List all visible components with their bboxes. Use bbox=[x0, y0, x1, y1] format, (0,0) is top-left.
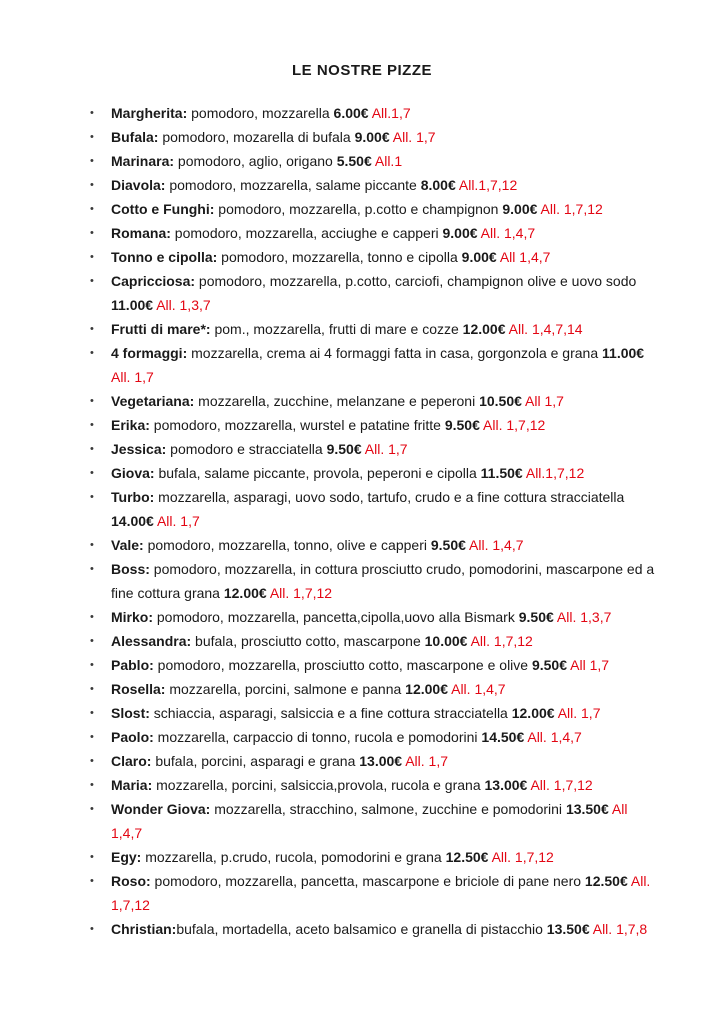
pizza-name: Wonder Giova: bbox=[111, 801, 211, 817]
pizza-name: Claro: bbox=[111, 753, 152, 769]
menu-item bbox=[88, 437, 662, 461]
pizza-price: 10.00€ bbox=[424, 633, 468, 649]
pizza-allergens: All. 1,3,7 bbox=[556, 609, 612, 625]
bullet-icon: • bbox=[90, 563, 94, 575]
pizza-allergens: All 1,7 bbox=[570, 657, 610, 673]
pizza-description: pomodoro, mozzarella, prosciutto cotto, mascarpone e olive bbox=[153, 657, 529, 673]
menu-item-text bbox=[111, 557, 662, 605]
pizza-allergens: All. 1,7,12 bbox=[111, 873, 651, 913]
menu-item-text bbox=[111, 437, 662, 461]
menu-item-text bbox=[111, 221, 662, 245]
bullet-icon: • bbox=[90, 467, 94, 479]
pizza-name: Mirko: bbox=[111, 609, 153, 625]
pizza-description: pomodoro, mozzarella, acciughe e capperi bbox=[170, 225, 439, 241]
pizza-price: 12.50€ bbox=[584, 873, 628, 889]
bullet-icon: • bbox=[90, 155, 94, 167]
bullet-icon: • bbox=[90, 923, 94, 935]
pizza-allergens: All. 1,7 bbox=[392, 129, 436, 145]
menu-item bbox=[88, 653, 662, 677]
pizza-name: Maria: bbox=[111, 777, 153, 793]
pizza-name: Bufala: bbox=[111, 129, 159, 145]
pizza-price: 10.50€ bbox=[479, 393, 522, 409]
pizza-name: Capricciosa: bbox=[111, 273, 196, 289]
menu-item-text bbox=[111, 749, 662, 773]
pizza-price: 8.00€ bbox=[420, 177, 456, 193]
menu-item bbox=[88, 797, 662, 845]
pizza-price: 6.00€ bbox=[333, 105, 369, 121]
pizza-allergens: All. 1,4,7 bbox=[480, 225, 536, 241]
menu-item bbox=[88, 197, 662, 221]
pizza-allergens: All.1,7 bbox=[371, 105, 411, 121]
bullet-icon: • bbox=[90, 443, 94, 455]
bullet-icon: • bbox=[90, 131, 94, 143]
pizza-name: 4 formaggi: bbox=[111, 345, 188, 361]
pizza-description: pomodoro, mozzarella, pancetta, mascarpone e briciole di pane nero bbox=[150, 873, 582, 889]
pizza-allergens: All. 1,3,7 bbox=[156, 297, 211, 313]
pizza-list bbox=[88, 101, 662, 941]
pizza-name: Vale: bbox=[111, 537, 144, 553]
pizza-allergens: All. 1,7,12 bbox=[491, 849, 554, 865]
menu-item bbox=[88, 533, 662, 557]
pizza-allergens: All.1 bbox=[374, 153, 403, 169]
pizza-description: mozzarella, porcini, salsiccia,provola, rucola e grana bbox=[152, 777, 481, 793]
pizza-price: 14.00€ bbox=[111, 513, 154, 529]
pizza-name: Paolo: bbox=[111, 729, 154, 745]
pizza-allergens: All. 1,7,12 bbox=[540, 201, 603, 217]
menu-item-text bbox=[111, 533, 662, 557]
pizza-name: Cotto e Funghi: bbox=[111, 201, 215, 217]
bullet-icon: • bbox=[90, 107, 94, 119]
menu-item-text bbox=[111, 629, 662, 653]
menu-item-text bbox=[111, 413, 662, 437]
bullet-icon: • bbox=[90, 707, 94, 719]
menu-item-text bbox=[111, 125, 662, 149]
bullet-icon: • bbox=[90, 659, 94, 671]
bullet-icon: • bbox=[90, 755, 94, 767]
pizza-name: Tonno e cipolla: bbox=[111, 249, 218, 265]
pizza-price: 11.00€ bbox=[111, 297, 154, 313]
pizza-name: Jessica: bbox=[111, 441, 167, 457]
pizza-allergens: All 1,4,7 bbox=[111, 801, 628, 841]
pizza-description: schiaccia, asparagi, salsiccia e a fine cottura stracciatella bbox=[149, 705, 508, 721]
pizza-description: pomodoro, mozzarella, tonno e cipolla bbox=[217, 249, 458, 265]
pizza-description: pomodoro, mozzarella, pancetta,cipolla,uovo alla Bismark bbox=[153, 609, 515, 625]
pizza-name: Slost: bbox=[111, 705, 150, 721]
menu-item-text bbox=[111, 341, 662, 389]
pizza-allergens: All. 1,7 bbox=[156, 513, 200, 529]
menu-item-text bbox=[111, 653, 662, 677]
pizza-name: Romana: bbox=[111, 225, 171, 241]
bullet-icon: • bbox=[90, 731, 94, 743]
bullet-icon: • bbox=[90, 347, 94, 359]
pizza-description: bufala, prosciutto cotto, mascarpone bbox=[191, 633, 421, 649]
menu-item bbox=[88, 845, 662, 869]
pizza-name: Frutti di mare*: bbox=[111, 321, 211, 337]
pizza-price: 9.50€ bbox=[444, 417, 480, 433]
menu-item-text bbox=[111, 269, 662, 317]
pizza-price: 12.50€ bbox=[445, 849, 489, 865]
pizza-description: mozzarella, asparagi, uovo sodo, tartufo, crudo e a fine cottura stracciatella bbox=[154, 489, 625, 505]
menu-item-text bbox=[111, 677, 662, 701]
menu-item bbox=[88, 149, 662, 173]
pizza-price: 9.50€ bbox=[326, 441, 362, 457]
pizza-allergens: All. 1,7,12 bbox=[470, 633, 533, 649]
pizza-price: 9.50€ bbox=[518, 609, 554, 625]
bullet-icon: • bbox=[90, 323, 94, 335]
pizza-description: pomodoro, aglio, origano bbox=[174, 153, 333, 169]
bullet-icon: • bbox=[90, 491, 94, 503]
menu-item-text bbox=[111, 101, 662, 125]
pizza-price: 13.00€ bbox=[484, 777, 528, 793]
pizza-allergens: All 1,7 bbox=[525, 393, 564, 409]
pizza-name: Giova: bbox=[111, 465, 155, 481]
pizza-description: pomodoro, mozzarella, in cottura prosciutto crudo, pomodorini, mascarpone ed a fine cottura grana bbox=[111, 561, 655, 601]
pizza-allergens: All. 1,7 bbox=[111, 369, 154, 385]
pizza-price: 12.00€ bbox=[462, 321, 506, 337]
pizza-description: pomodoro, mozzarella bbox=[187, 105, 330, 121]
bullet-icon: • bbox=[90, 635, 94, 647]
menu-item-text bbox=[111, 845, 662, 869]
pizza-allergens: All. 1,4,7 bbox=[527, 729, 582, 745]
pizza-name: Pablo: bbox=[111, 657, 154, 673]
pizza-name: Vegetariana: bbox=[111, 393, 195, 409]
pizza-price: 9.00€ bbox=[442, 225, 478, 241]
menu-item bbox=[88, 725, 662, 749]
bullet-icon: • bbox=[90, 203, 94, 215]
pizza-allergens: All. 1,4,7,14 bbox=[508, 321, 583, 337]
menu-item bbox=[88, 629, 662, 653]
menu-item bbox=[88, 389, 662, 413]
menu-item-text bbox=[111, 389, 662, 413]
pizza-allergens: All. 1,7,12 bbox=[530, 777, 593, 793]
menu-title: LE NOSTRE PIZZE bbox=[291, 62, 432, 79]
bullet-icon: • bbox=[90, 803, 94, 815]
menu-item bbox=[88, 677, 662, 701]
pizza-price: 11.00€ bbox=[602, 345, 645, 361]
pizza-name: Marinara: bbox=[111, 153, 175, 169]
bullet-icon: • bbox=[90, 611, 94, 623]
pizza-name: Diavola: bbox=[111, 177, 166, 193]
menu-item-text bbox=[111, 869, 662, 917]
pizza-name: Boss: bbox=[111, 561, 150, 577]
menu-item bbox=[88, 317, 662, 341]
menu-item-text bbox=[111, 605, 662, 629]
pizza-allergens: All. 1,4,7 bbox=[469, 537, 524, 553]
pizza-allergens: All.1,7,12 bbox=[525, 465, 585, 481]
menu-item bbox=[88, 125, 662, 149]
bullet-icon: • bbox=[90, 251, 94, 263]
pizza-price: 9.50€ bbox=[531, 657, 568, 673]
pizza-description: mozzarella, stracchino, salmone, zucchine e pomodorini bbox=[210, 801, 563, 817]
bullet-icon: • bbox=[90, 851, 94, 863]
pizza-description: pomodoro, mozzarella, p.cotto e champignon bbox=[214, 201, 499, 217]
bullet-icon: • bbox=[90, 275, 94, 287]
pizza-allergens: All. 1,7,8 bbox=[592, 921, 648, 937]
menu-item bbox=[88, 773, 662, 797]
pizza-name: Margherita: bbox=[111, 105, 188, 121]
bullet-icon: • bbox=[90, 683, 94, 695]
pizza-description: pomodoro, mozzarella, salame piccante bbox=[165, 177, 417, 193]
pizza-name: Turbo: bbox=[111, 489, 155, 505]
pizza-price: 9.00€ bbox=[502, 201, 538, 217]
menu-item-text bbox=[111, 701, 662, 725]
menu-item-text bbox=[111, 773, 662, 797]
bullet-icon: • bbox=[90, 395, 94, 407]
pizza-price: 9.00€ bbox=[354, 129, 390, 145]
pizza-name: Rosella: bbox=[111, 681, 166, 697]
menu-item bbox=[88, 221, 662, 245]
menu-item-text bbox=[111, 485, 662, 533]
menu-item-text bbox=[111, 317, 662, 341]
pizza-description: mozzarella, porcini, salmone e panna bbox=[165, 681, 402, 697]
pizza-allergens: All. 1,7,12 bbox=[269, 585, 333, 601]
menu-item bbox=[88, 485, 662, 533]
pizza-price: 11.50€ bbox=[480, 465, 523, 481]
bullet-icon: • bbox=[90, 227, 94, 239]
pizza-allergens: All 1,4,7 bbox=[499, 249, 551, 265]
pizza-allergens: All. 1,7,12 bbox=[483, 417, 546, 433]
pizza-description: mozzarella, crema ai 4 formaggi fatta in casa, gorgonzola e grana bbox=[187, 345, 599, 361]
pizza-description: bufala, salame piccante, provola, peperoni e cipolla bbox=[154, 465, 477, 481]
menu-item bbox=[88, 461, 662, 485]
pizza-description: pomodoro, mozzarella, p.cotto, carciofi, champignon olive e uovo sodo bbox=[195, 273, 637, 289]
menu-item bbox=[88, 701, 662, 725]
menu-item bbox=[88, 245, 662, 269]
bullet-icon: • bbox=[90, 419, 94, 431]
bullet-icon: • bbox=[90, 179, 94, 191]
menu-item-text bbox=[111, 461, 662, 485]
pizza-name: Roso: bbox=[111, 873, 151, 889]
menu-item bbox=[88, 605, 662, 629]
pizza-description: pom., mozzarella, frutti di mare e cozze bbox=[210, 321, 459, 337]
pizza-description: mozzarella, zucchine, melanzane e peperoni bbox=[194, 393, 476, 409]
bullet-icon: • bbox=[90, 875, 94, 887]
pizza-allergens: All.1,7,12 bbox=[458, 177, 518, 193]
pizza-allergens: All. 1,4,7 bbox=[451, 681, 506, 697]
pizza-price: 13.50€ bbox=[565, 801, 609, 817]
pizza-description: pomodoro e stracciatella bbox=[166, 441, 323, 457]
menu-item bbox=[88, 413, 662, 437]
menu-item-text bbox=[111, 797, 662, 845]
pizza-name: Christian: bbox=[111, 921, 177, 937]
pizza-description: bufala, mortadella, aceto balsamico e granella di pistacchio bbox=[176, 921, 543, 937]
pizza-price: 13.50€ bbox=[546, 921, 590, 937]
pizza-description: mozzarella, p.crudo, rucola, pomodorini e grana bbox=[141, 849, 442, 865]
pizza-price: 14.50€ bbox=[481, 729, 525, 745]
menu-item-text bbox=[111, 173, 662, 197]
bullet-icon: • bbox=[90, 779, 94, 791]
menu-item bbox=[88, 269, 662, 317]
pizza-allergens: All. 1,7 bbox=[405, 753, 449, 769]
pizza-price: 12.00€ bbox=[223, 585, 267, 601]
pizza-description: pomodoro, mozarella di bufala bbox=[158, 129, 351, 145]
pizza-description: mozzarella, carpaccio di tonno, rucola e pomodorini bbox=[153, 729, 478, 745]
menu-item bbox=[88, 101, 662, 125]
menu-item bbox=[88, 917, 662, 941]
pizza-allergens: All. 1,7 bbox=[364, 441, 408, 457]
pizza-description: pomodoro, mozzarella, wurstel e patatine fritte bbox=[149, 417, 441, 433]
menu-item bbox=[88, 869, 662, 917]
menu-item bbox=[88, 341, 662, 389]
menu-item-text bbox=[111, 197, 662, 221]
pizza-price: 5.50€ bbox=[336, 153, 372, 169]
pizza-description: pomodoro, mozzarella, tonno, olive e capperi bbox=[143, 537, 427, 553]
menu-item-text bbox=[111, 245, 662, 269]
bullet-icon: • bbox=[90, 539, 94, 551]
menu-item-text bbox=[111, 149, 662, 173]
menu-item-text bbox=[111, 917, 662, 941]
menu-item bbox=[88, 173, 662, 197]
pizza-price: 12.00€ bbox=[405, 681, 448, 697]
pizza-price: 9.50€ bbox=[430, 537, 466, 553]
pizza-price: 12.00€ bbox=[511, 705, 555, 721]
pizza-allergens: All. 1,7 bbox=[557, 705, 601, 721]
menu-item-text bbox=[111, 725, 662, 749]
menu-item bbox=[88, 557, 662, 605]
pizza-price: 9.00€ bbox=[461, 249, 497, 265]
pizza-description: bufala, porcini, asparagi e grana bbox=[151, 753, 356, 769]
menu-item bbox=[88, 749, 662, 773]
pizza-name: Alessandra: bbox=[111, 633, 192, 649]
pizza-price: 13.00€ bbox=[359, 753, 403, 769]
pizza-name: Egy: bbox=[111, 849, 142, 865]
pizza-name: Erika: bbox=[111, 417, 150, 433]
